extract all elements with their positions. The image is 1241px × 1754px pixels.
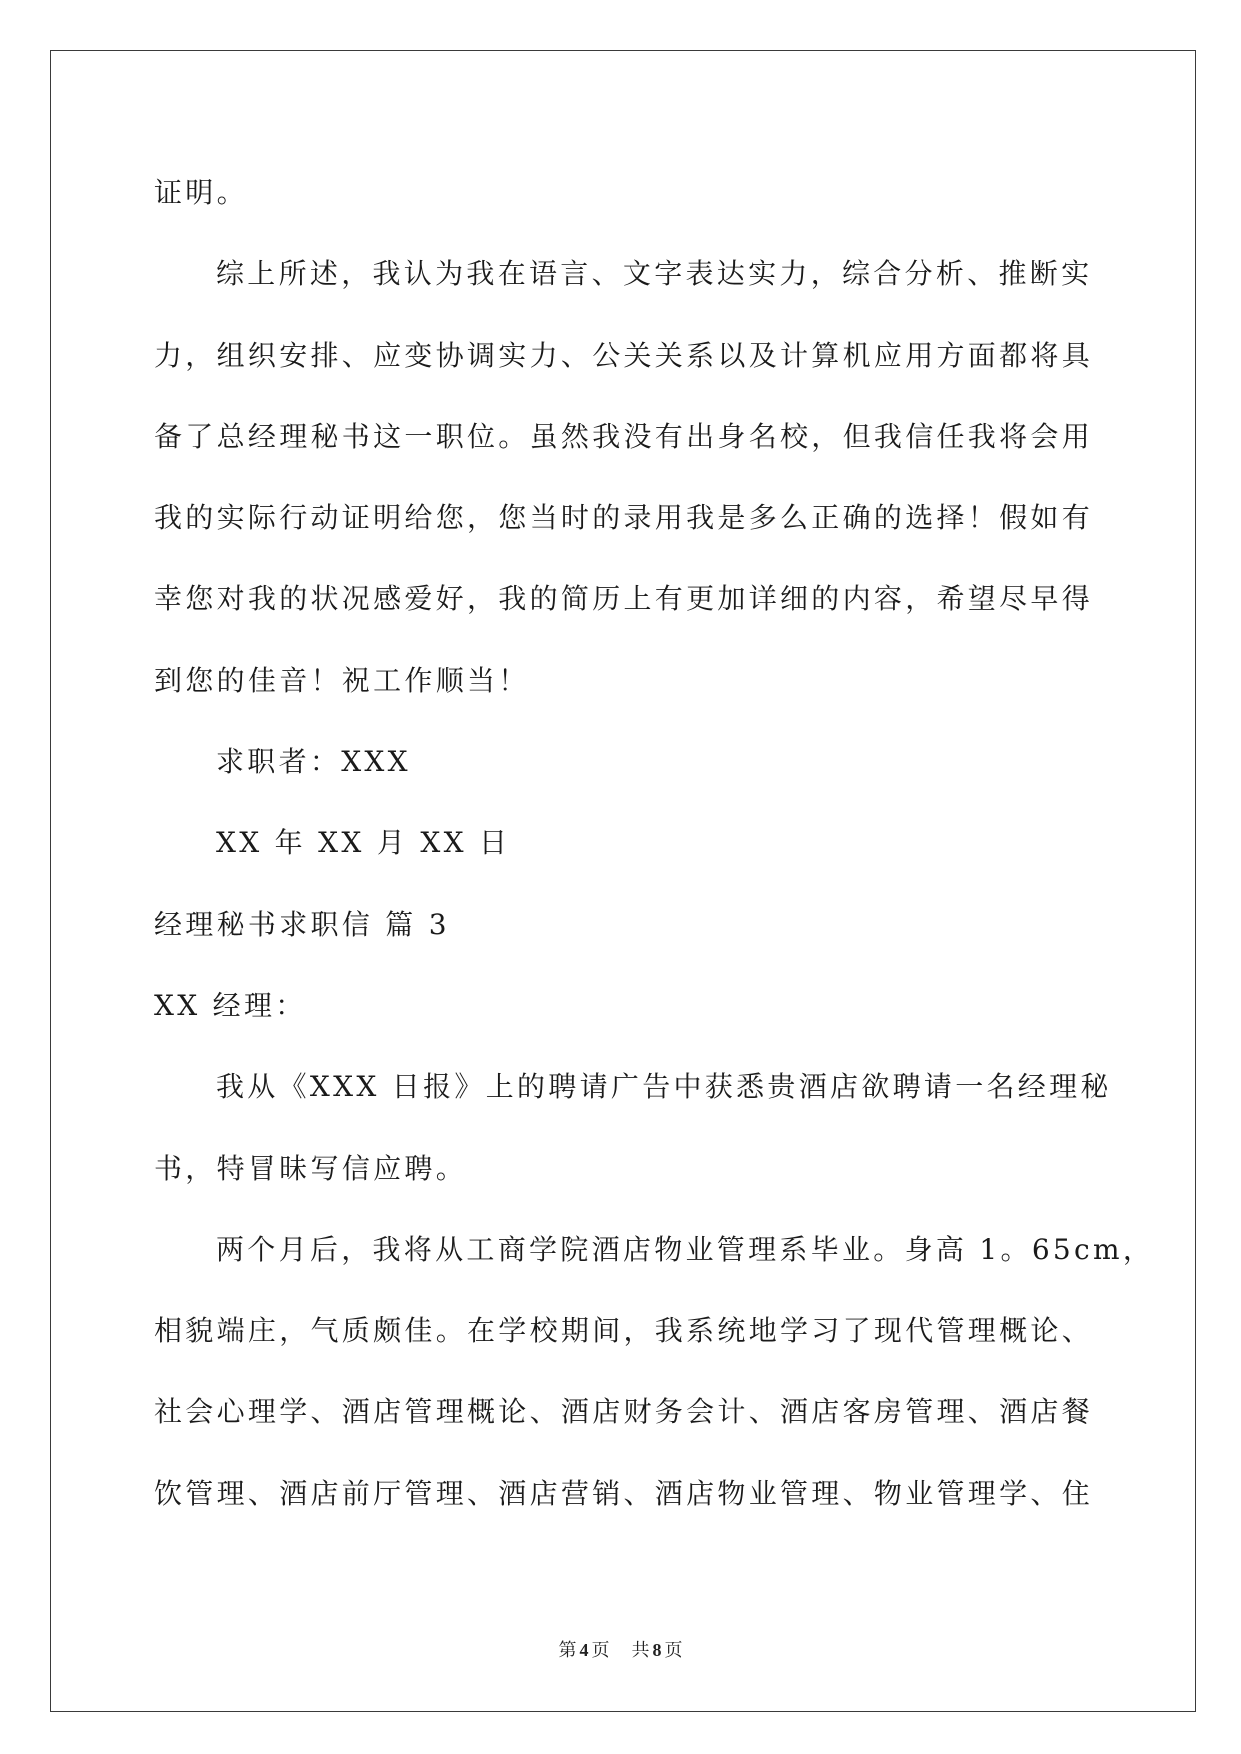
page-suffix: 页 [591, 1640, 610, 1660]
text-line: 我从《XXX 日报》上的聘请广告中获悉贵酒店欲聘请一名经理秘 [216, 1070, 1112, 1104]
text-line: 证明。 [154, 176, 248, 209]
text-line: 社会心理学、酒店管理概论、酒店财务会计、酒店客房管理、酒店餐 [154, 1395, 1094, 1429]
date-line: XX 年 XX 月 XX 日 [216, 826, 511, 860]
page-number-footer [0, 1636, 1241, 1662]
total-prefix: 共 [631, 1640, 650, 1660]
text-line: 备了总经理秘书这一职位。虽然我没有出身名校，但我信任我将会用 [154, 419, 1094, 453]
text-line: 力，组织安排、应变协调实力、公关关系以及计算机应用方面都将具 [154, 338, 1094, 372]
document-body [154, 152, 1174, 1534]
page-prefix: 第 [558, 1640, 577, 1660]
text-line: 相貌端庄，气质颇佳。在学校期间，我系统地学习了现代管理概论、 [154, 1314, 1094, 1348]
total-suffix: 页 [664, 1640, 683, 1660]
signature-line: 求职者：XXX [216, 745, 411, 779]
text-line: 饮管理、酒店前厅管理、酒店营销、酒店物业管理、物业管理学、住 [154, 1476, 1094, 1510]
text-line: 幸您对我的状况感爱好，我的简历上有更加详细的内容，希望尽早得 [154, 582, 1094, 616]
text-line: 书，特冒昧写信应聘。 [154, 1151, 468, 1185]
current-page-number: 4 [579, 1640, 589, 1660]
salutation: XX 经理： [154, 988, 307, 1022]
text-line: 两个月后，我将从工商学院酒店物业管理系毕业。身高 1。65cm， [216, 1232, 1155, 1266]
text-line: 到您的佳音！祝工作顺当！ [154, 663, 530, 697]
total-page-number: 8 [652, 1640, 662, 1660]
text-line: 我的实际行动证明给您，您当时的录用我是多么正确的选择！假如有 [154, 501, 1094, 535]
section-heading: 经理秘书求职信 篇 3 [154, 907, 450, 941]
text-line: 综上所述，我认为我在语言、文字表达实力，综合分析、推断实 [216, 257, 1093, 291]
